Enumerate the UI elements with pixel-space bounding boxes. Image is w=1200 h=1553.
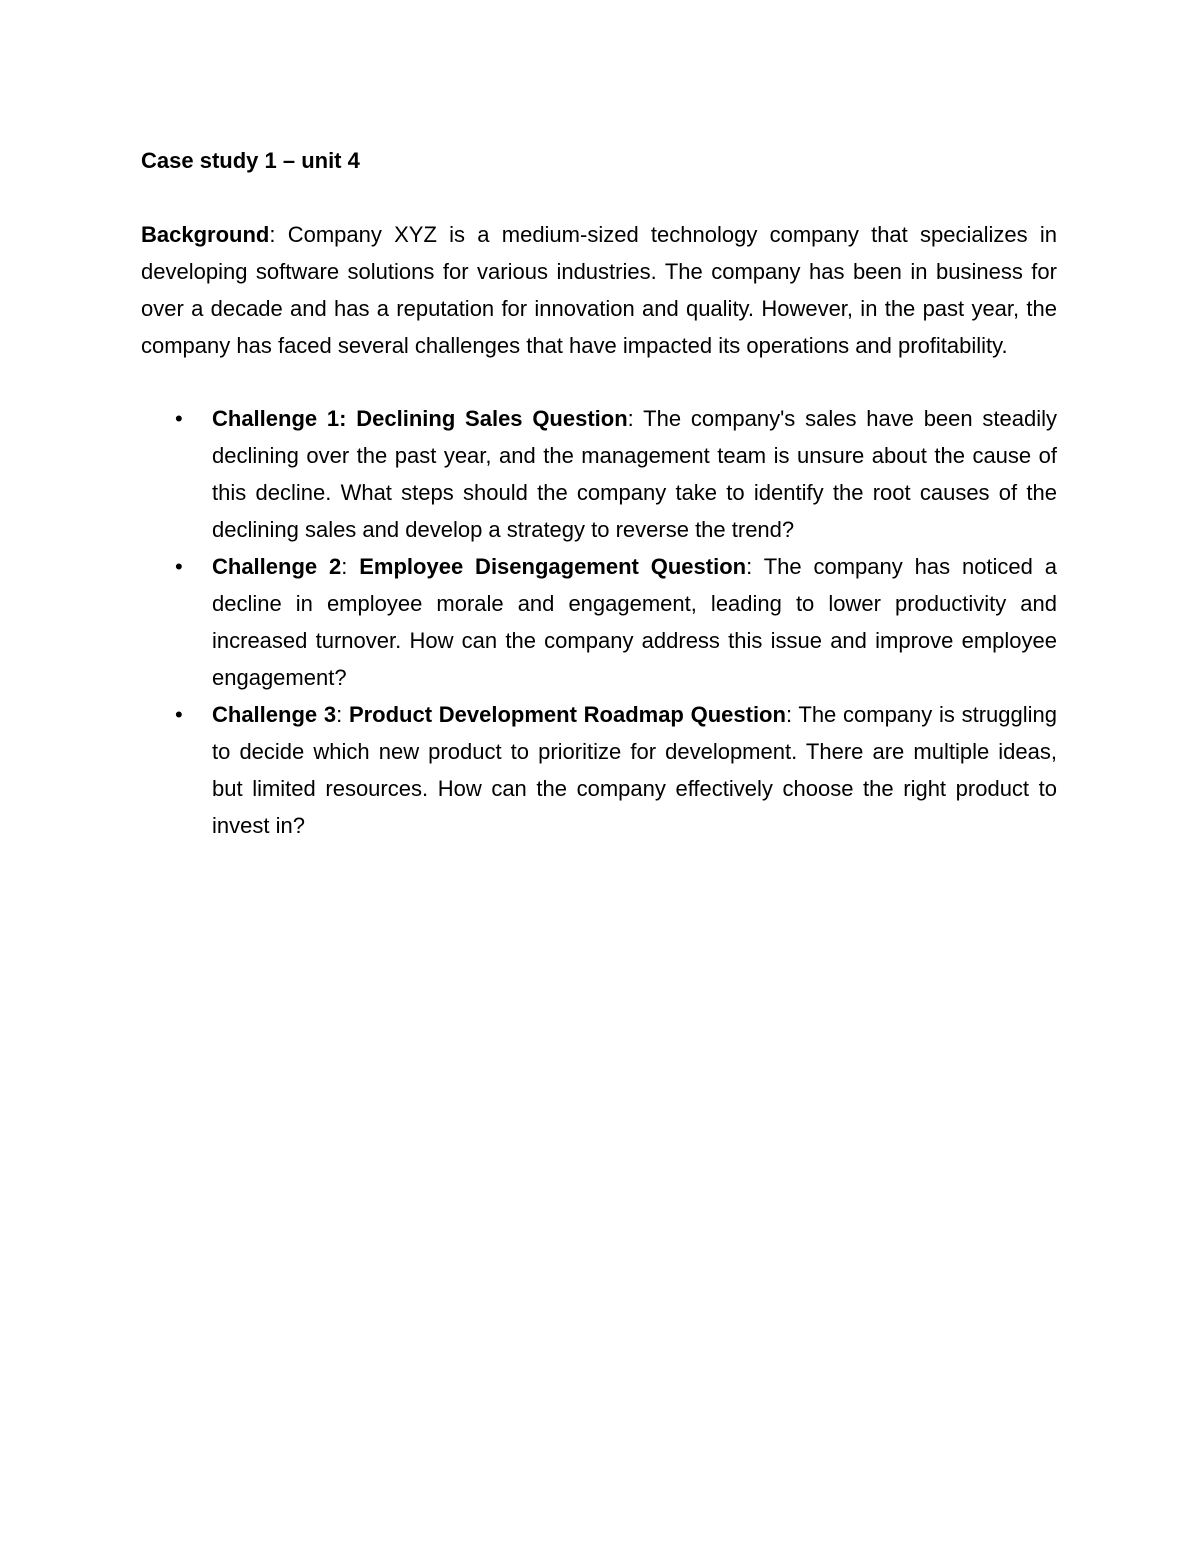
challenge-separator: :: [746, 554, 764, 579]
challenge-separator: :: [339, 406, 357, 431]
challenge-text: The company has noticed a decline in employee morale and engagement, leading to lower productivity and increased turnover. How can the company address this issue and improve employee engagement?: [212, 554, 1058, 690]
challenge-text: The company is struggling to decide which new product to prioritize for development. There are multiple ideas, but limited resources. How can the company effectively choose the right product to invest in?: [212, 702, 1057, 838]
background-label: Background: [141, 222, 270, 247]
challenge-separator: :: [627, 406, 644, 431]
document-title: Case study 1 – unit 4: [141, 148, 360, 173]
bullet-icon: •: [175, 554, 183, 579]
challenge-separator: :: [341, 554, 360, 579]
challenge-separator: :: [336, 702, 349, 727]
challenge-topic: Product Development Roadmap Question: [348, 702, 786, 727]
challenge-text: The company's sales have been steadily declining over the past year, and the management team is unsure about the cause of this decline. What steps should the company take to identify the root causes of the declining sales and develop a strategy to reverse the trend?: [212, 406, 1057, 542]
challenge-item-2: [141, 548, 1057, 696]
challenge-item-3: [141, 696, 1057, 844]
challenge-topic: Declining Sales Question: [356, 406, 628, 431]
bullet-icon: •: [175, 406, 183, 431]
challenge-label: Challenge 1: [212, 406, 340, 431]
challenge-separator: :: [785, 702, 799, 727]
challenge-list: [141, 400, 1057, 844]
bullet-icon: •: [175, 702, 183, 727]
challenge-topic: Employee Disengagement Question: [359, 554, 747, 579]
challenge-label: Challenge 2: [212, 554, 342, 579]
challenge-label: Challenge 3: [212, 702, 337, 727]
background-text: Company XYZ is a medium-sized technology company that specializes in developing software solutions for various industries. The company has been in business for over a decade and has a reputation for innovation and quality. However, in the past year, the company has faced several challenges that have impacted its operations and profitability.: [141, 222, 1057, 358]
background-paragraph: [141, 216, 1057, 364]
challenge-item-1: [141, 400, 1057, 548]
background-separator: :: [269, 222, 288, 247]
